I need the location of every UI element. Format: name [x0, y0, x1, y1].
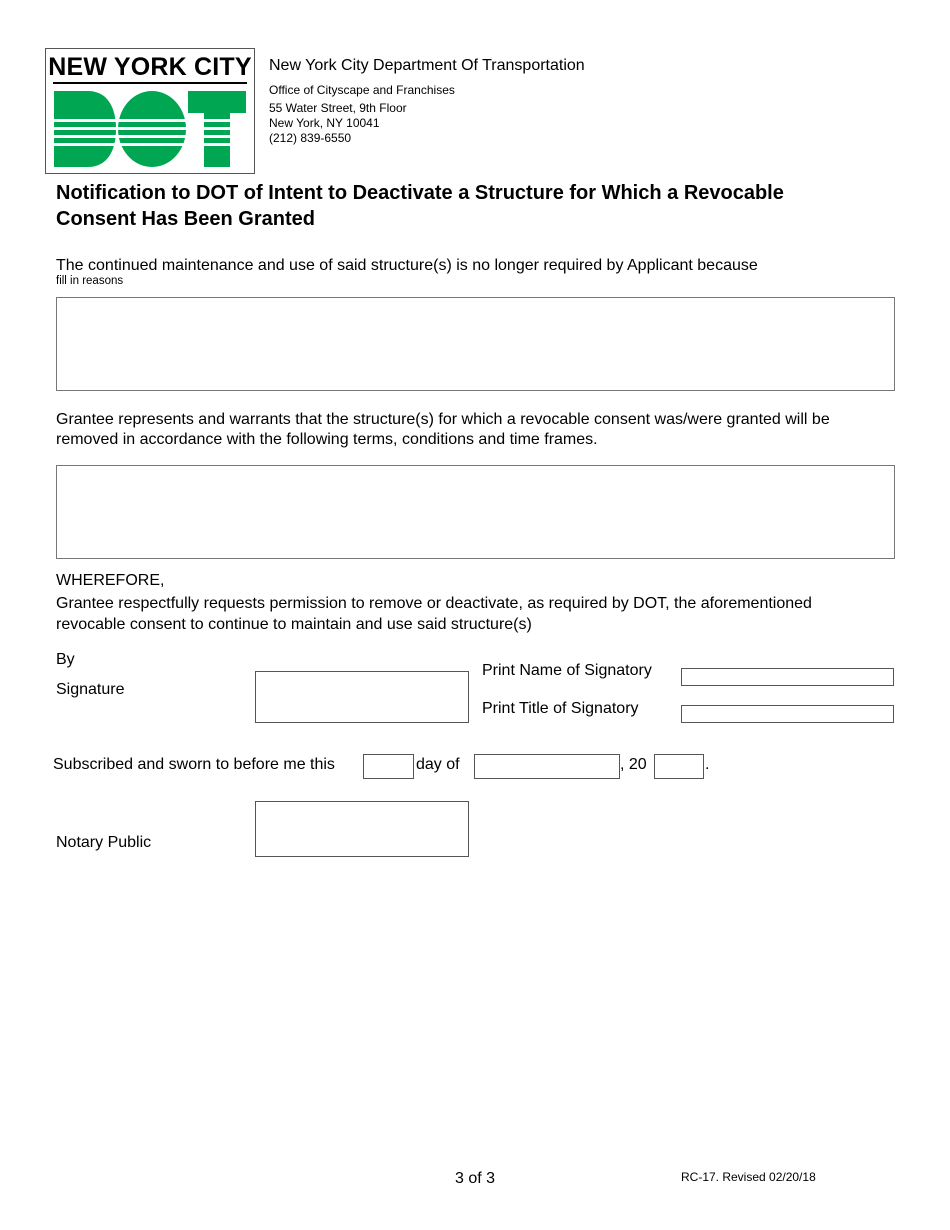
request-statement: [56, 593, 812, 635]
terms-line-2: removed in accordance with the following terms, conditions and time frames.: [56, 431, 598, 448]
print-name-label: Print Name of Signatory: [482, 662, 652, 679]
print-title-field[interactable]: [681, 705, 894, 723]
form-revision: RC-17. Revised 02/20/18: [681, 1170, 816, 1184]
by-label: By: [56, 651, 75, 668]
sworn-label: Subscribed and sworn to before me this: [53, 756, 335, 773]
request-line-1: Grantee respectfully requests permission to remove or deactivate, as required by DOT, the aforementioned: [56, 595, 812, 612]
nyc-dot-logo: [45, 48, 255, 174]
address-line-2: New York, NY 10041: [269, 116, 380, 130]
year-prefix: , 20: [620, 756, 647, 773]
form-title-line-1: Notification to DOT of Intent to Deactivate a Structure for Which a Revocable: [56, 182, 784, 204]
phone-number: (212) 839-6550: [269, 131, 352, 145]
notary-label: Notary Public: [56, 834, 152, 851]
address-line-1: 55 Water Street, 9th Floor: [269, 101, 407, 115]
form-title-line-2: Consent Has Been Granted: [56, 208, 315, 230]
office-name: Office of Cityscape and Franchises: [269, 83, 455, 97]
department-name: New York City Department Of Transportation: [269, 57, 585, 74]
dot-logo-mark-icon: [52, 89, 248, 169]
reasons-statement: The continued maintenance and use of said structure(s) is no longer required by Applicant because: [56, 257, 758, 274]
sworn-day-field[interactable]: [363, 754, 414, 779]
sworn-month-field[interactable]: [474, 754, 620, 779]
wherefore-heading: WHEREFORE,: [56, 572, 165, 589]
signature-label: Signature: [56, 681, 125, 698]
print-title-label: Print Title of Signatory: [482, 700, 639, 717]
logo-text: NEW YORK CITY: [48, 53, 252, 81]
terms-field[interactable]: [56, 465, 895, 559]
terms-statement: [56, 410, 830, 450]
print-name-field[interactable]: [681, 668, 894, 686]
day-of-label: day of: [416, 756, 460, 773]
signature-field[interactable]: [255, 671, 469, 723]
reasons-hint: fill in reasons: [56, 275, 124, 287]
logo-rule: [53, 82, 247, 84]
page-number: 3 of 3: [455, 1170, 496, 1187]
sworn-period: .: [705, 756, 710, 773]
request-line-2: revocable consent to continue to maintain and use said structure(s): [56, 616, 532, 633]
reasons-field[interactable]: [56, 297, 895, 391]
sworn-year-field[interactable]: [654, 754, 704, 779]
terms-line-1: Grantee represents and warrants that the structure(s) for which a revocable consent was/were granted will be: [56, 411, 830, 428]
form-title: [56, 180, 784, 232]
notary-field[interactable]: [255, 801, 469, 857]
